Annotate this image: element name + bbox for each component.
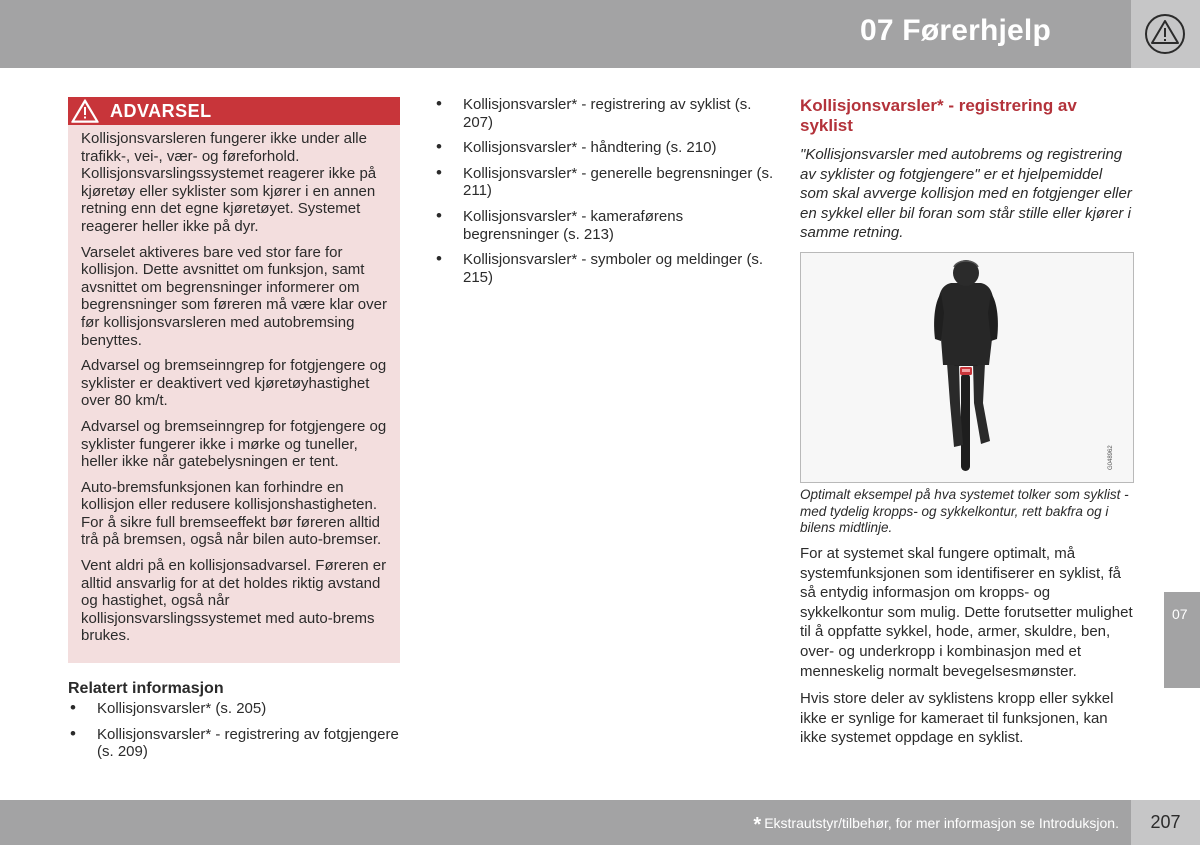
related-info [68,680,404,769]
warning-triangle-icon [1143,12,1187,56]
warning-box [68,97,400,663]
warning-paragraph: Varselet aktiveres bare ved stor fare for kollisjon. Dette avsnittet om funksjon, samt avsnittet om begrensninger informerer om begrensninger som føreren må være klar over før kollisjonsvarsleren med autobremsing benyttes. [81,243,387,349]
related-links-continued [434,96,774,294]
warning-triangle-icon [70,97,100,125]
related-link[interactable]: • Kollisjonsvarsler* - registrering av syklist (s. 207) [434,96,774,131]
chapter-number: 07 [1172,606,1188,622]
warning-body [81,130,391,653]
section-header [800,96,1134,243]
header-band [0,0,1131,68]
warning-paragraph: Advarsel og bremseinngrep for fotgjengere og syklister fungerer ikke i mørke og tuneller, heller ikke når gatebelysningen er tent. [81,417,387,471]
related-list [68,700,404,761]
chapter-side-tab [1164,592,1200,688]
related-link[interactable]: • Kollisjonsvarsler* - håndtering (s. 210) [434,139,774,157]
related-link[interactable]: • Kollisjonsvarsler* - symboler og meldinger (s. 215) [434,251,774,286]
body-paragraph: Hvis store deler av syklistens kropp eller sykkel ikke er synlige for kameraet til funksjonen, kan ikke systemet oppdage en syklist. [800,690,1114,747]
warning-header [68,97,400,125]
footer-band [0,800,1131,845]
figure-code: G048962 [1108,445,1114,470]
asterisk-mark: * [753,814,762,836]
related-heading: Relatert informasjon [68,680,224,697]
section-intro: "Kollisjonsvarsler med autobrems og registrering av syklister og fotgjengere" er et hjelpemiddel som skal avverge kollisjon med en fotgjenger eller en sykkel eller bil foran som står stille eller kjører i samme retning. [800,146,1132,242]
section-title: Kollisjonsvarsler* - registrering av syklist [800,96,1077,135]
figure-caption: Optimalt eksempel på hva systemet tolker som syklist - med tydelig kropps- og sykkelkontur, rett bakfra og i bilens midtlinje. [800,487,1129,536]
footer-note [753,814,1119,837]
warning-paragraph: Vent aldri på en kollisjonsadvarsel. Føreren er alltid ansvarlig for at det holdes riktig avstand og hastighet, også når kollisjonsvarslingssystemet med auto-brems brukes. [81,557,387,645]
chapter-icon-tab [1131,0,1200,68]
body-paragraph: For at systemet skal fungere optimalt, må systemfunksjonen som identifiserer en syklist, få så entydig informasjon om kropps- og sykkelkontur som mulig. Dette forutsetter mulighet til å oppfatte sykkel, hode, armer, skuldre, ben, over- og underkropp i kombinasjon med et menneskelig normalt bevegelsesmønster. [800,545,1133,680]
cyclist-illustration [800,252,1134,483]
chapter-title: 07 Førerhjelp [860,14,1051,47]
related-link[interactable]: • Kollisjonsvarsler* - generelle begrensninger (s. 211) [434,165,774,200]
footer-note-text: Ekstrautstyr/tilbehør, for mer informasjon se Introduksjon. [764,815,1119,831]
related-link[interactable]: • Kollisjonsvarsler* - registrering av fotgjengere (s. 209) [68,726,404,761]
section-body [800,544,1134,756]
warning-paragraph: Advarsel og bremseinngrep for fotgjengere og syklister er deaktivert ved kjøretøyhastighet over 80 km/t. [81,357,387,410]
warning-title: ADVARSEL [110,101,212,121]
warning-paragraph: Auto-bremsfunksjonen kan forhindre en kollisjon eller redusere kollisjonshastigheten. For å sikre full bremseeffekt bør føreren alltid trå på bremsen, også når bilen auto-bremser. [81,478,382,549]
page-number: 207 [1131,800,1200,845]
related-link[interactable]: • Kollisjonsvarsler* - kameraførens begrensninger (s. 213) [434,208,774,243]
related-link[interactable]: • Kollisjonsvarsler* (s. 205) [68,700,404,718]
warning-paragraph: Kollisjonsvarsleren fungerer ikke under alle trafikk-, vei-, vær- og føreforhold. Kollisjonsvarslingssystemet reagerer ikke på kjøretøy eller syklister som kjører i en annen retning enn det egne kjøretøyet. Systemet reagerer heller ikke på dyr. [81,130,377,235]
cyclist-silhouette-image [801,253,1133,482]
